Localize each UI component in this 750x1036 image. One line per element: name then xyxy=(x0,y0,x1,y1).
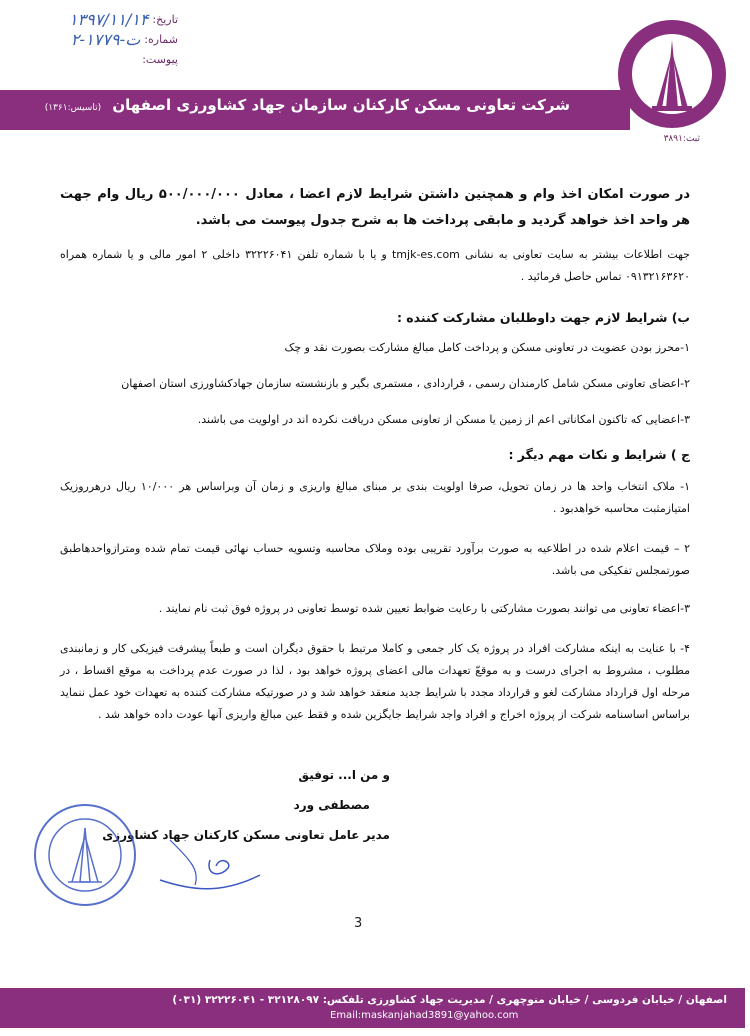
date-value: ۱۳۹۷/۱۱/۱۴ xyxy=(68,10,149,29)
section-c-item: ۴- با عنایت به اینکه مشارکت افراد در پروژه یک کار جمعی و کاملا مرتبط با حقوق دیگران است و طبعاً پیشرفت فیزیکی کار و زمانبندی مطلوب ، مشروط به اجرای درست و به موقعّ تعهدات مالی اعضای پروژه خواهد بود ، لذا در صورت عدم پرداخت به موقع اقساط ، در مرحله اول قرارداد مشارکت لغو و قرارداد مجدد با شرایط جدید منعقد خواهد شد و در صورتیکه مشارکت کننده به تعهدات خود عمل ننماید براساس اساسنامه شرکت از پروژه اخراج و افراد واجد شرایط جایگزین شده و فقط عین مبالغ واریزی آنها عودت داده خواهد شد . xyxy=(60,642,690,721)
section-c-item: ۳-اعضاء تعاونی می توانند بصورت مشارکتی با رعایت ضوابط تعیین شده توسط تعاونی در پروژه فوق ثبت نام نمایند . xyxy=(158,602,690,615)
number-row xyxy=(8,30,178,50)
signer-position: مدیر عامل تعاونی مسکن کارکنان جهاد کشاورزی xyxy=(102,828,390,842)
company-logo-icon xyxy=(616,18,728,130)
section-c-title: ج ) شرایط و نکات مهم دیگر : xyxy=(508,447,690,462)
date-row xyxy=(8,10,178,30)
info-paragraph: جهت اطلاعات بیشتر به سایت تعاونی به نشانی tmjk-es.com و یا با شماره تلفن ۳۲۲۲۶۰۴۱ داخلی ۲ امور مالی و یا شماره همراه ۰۹۱۳۲۱۶۳۶۲۰ تماس حاصل فرمائید . xyxy=(60,248,690,283)
number-value: ۲-ت-۱۷۷۹ xyxy=(70,30,141,49)
letter-meta xyxy=(8,10,178,70)
company-title xyxy=(45,96,570,114)
lead-paragraph: در صورت امکان اخذ وام و همچنین داشتن شرایط لازم اعضا ، معادل ۵۰۰/۰۰۰/۰۰۰ ریال وام جهت هر واحد اخذ خواهد گردید و مابقی پرداخت ها به شرح جدول پیوست می باشد. xyxy=(60,187,690,228)
section-c-item: ۱- ملاک انتخاب واحد ها در زمان تحویل، صرفا اولویت بندی بر مبنای مبالغ واریزی و زمان آن وبراساس هر ۱۰/۰۰۰ ریال درهرروزیک امتیازمثبت محاسبه خواهدبود . xyxy=(60,480,690,515)
handwritten-signature-icon xyxy=(150,820,270,900)
section-b-title: ب) شرایط لازم جهت داوطلبان مشارکت کننده : xyxy=(396,310,690,325)
section-b-item: ۱-محرز بودن عضویت در تعاونی مسکن و پرداخت کامل مبالغ مشارکت بصورت نقد و چک xyxy=(284,341,690,354)
section-c-item: ۲ – قیمت اعلام شده در اطلاعیه به صورت برآورد تقریبی بوده وملاک محاسبه وتسویه حساب نهائی قیمت تمام شده ومترازواحدهاطبق صورتمجلس تفکیکی می باشد. xyxy=(60,542,690,577)
letter-body xyxy=(60,182,690,726)
footer-address: اصفهان / خیابان فردوسی / خیابان منوچهری / مدیریت جهاد کشاورزی تلفکس: ۳۲۱۲۸۰۹۷ - ۳۲۲۲۶۰۴۱ (۰۳۱) xyxy=(172,994,727,1006)
company-name: شرکت تعاونی مسکن کارکنان سازمان جهاد کشاورزی اصفهان xyxy=(112,96,570,114)
section-b-item: ۲-اعضای تعاونی مسکن شامل کارمندان رسمی ، قراردادی ، مستمری بگیر و بازنشسته سازمان جهادکشاورزی استان اصفهان xyxy=(121,377,690,390)
section-b-item: ۳-اعضایی که تاکنون امکاناتی اعم از زمین یا مسکن از تعاونی مسکن دریافت نکرده اند در اولویت می باشند. xyxy=(197,413,690,426)
footer-email: Email:maskanjahad3891@yahoo.com xyxy=(330,1010,519,1021)
company-stamp-icon xyxy=(30,800,140,910)
closing-text: و من ا... توفیق xyxy=(298,768,390,782)
established-year: (تاسیس:۱۳۶۱) xyxy=(44,103,102,113)
page-number: 3 xyxy=(354,916,363,931)
attachment-label: پیوست: xyxy=(142,53,178,66)
attachment-row xyxy=(8,50,178,70)
signer-name: مصطفی ورد xyxy=(293,798,370,812)
registration-number: ثبت:۳۸۹۱ xyxy=(663,134,700,144)
date-label: تاریخ: xyxy=(152,13,178,26)
footer-band xyxy=(0,988,745,1028)
number-label: شماره: xyxy=(144,33,178,46)
